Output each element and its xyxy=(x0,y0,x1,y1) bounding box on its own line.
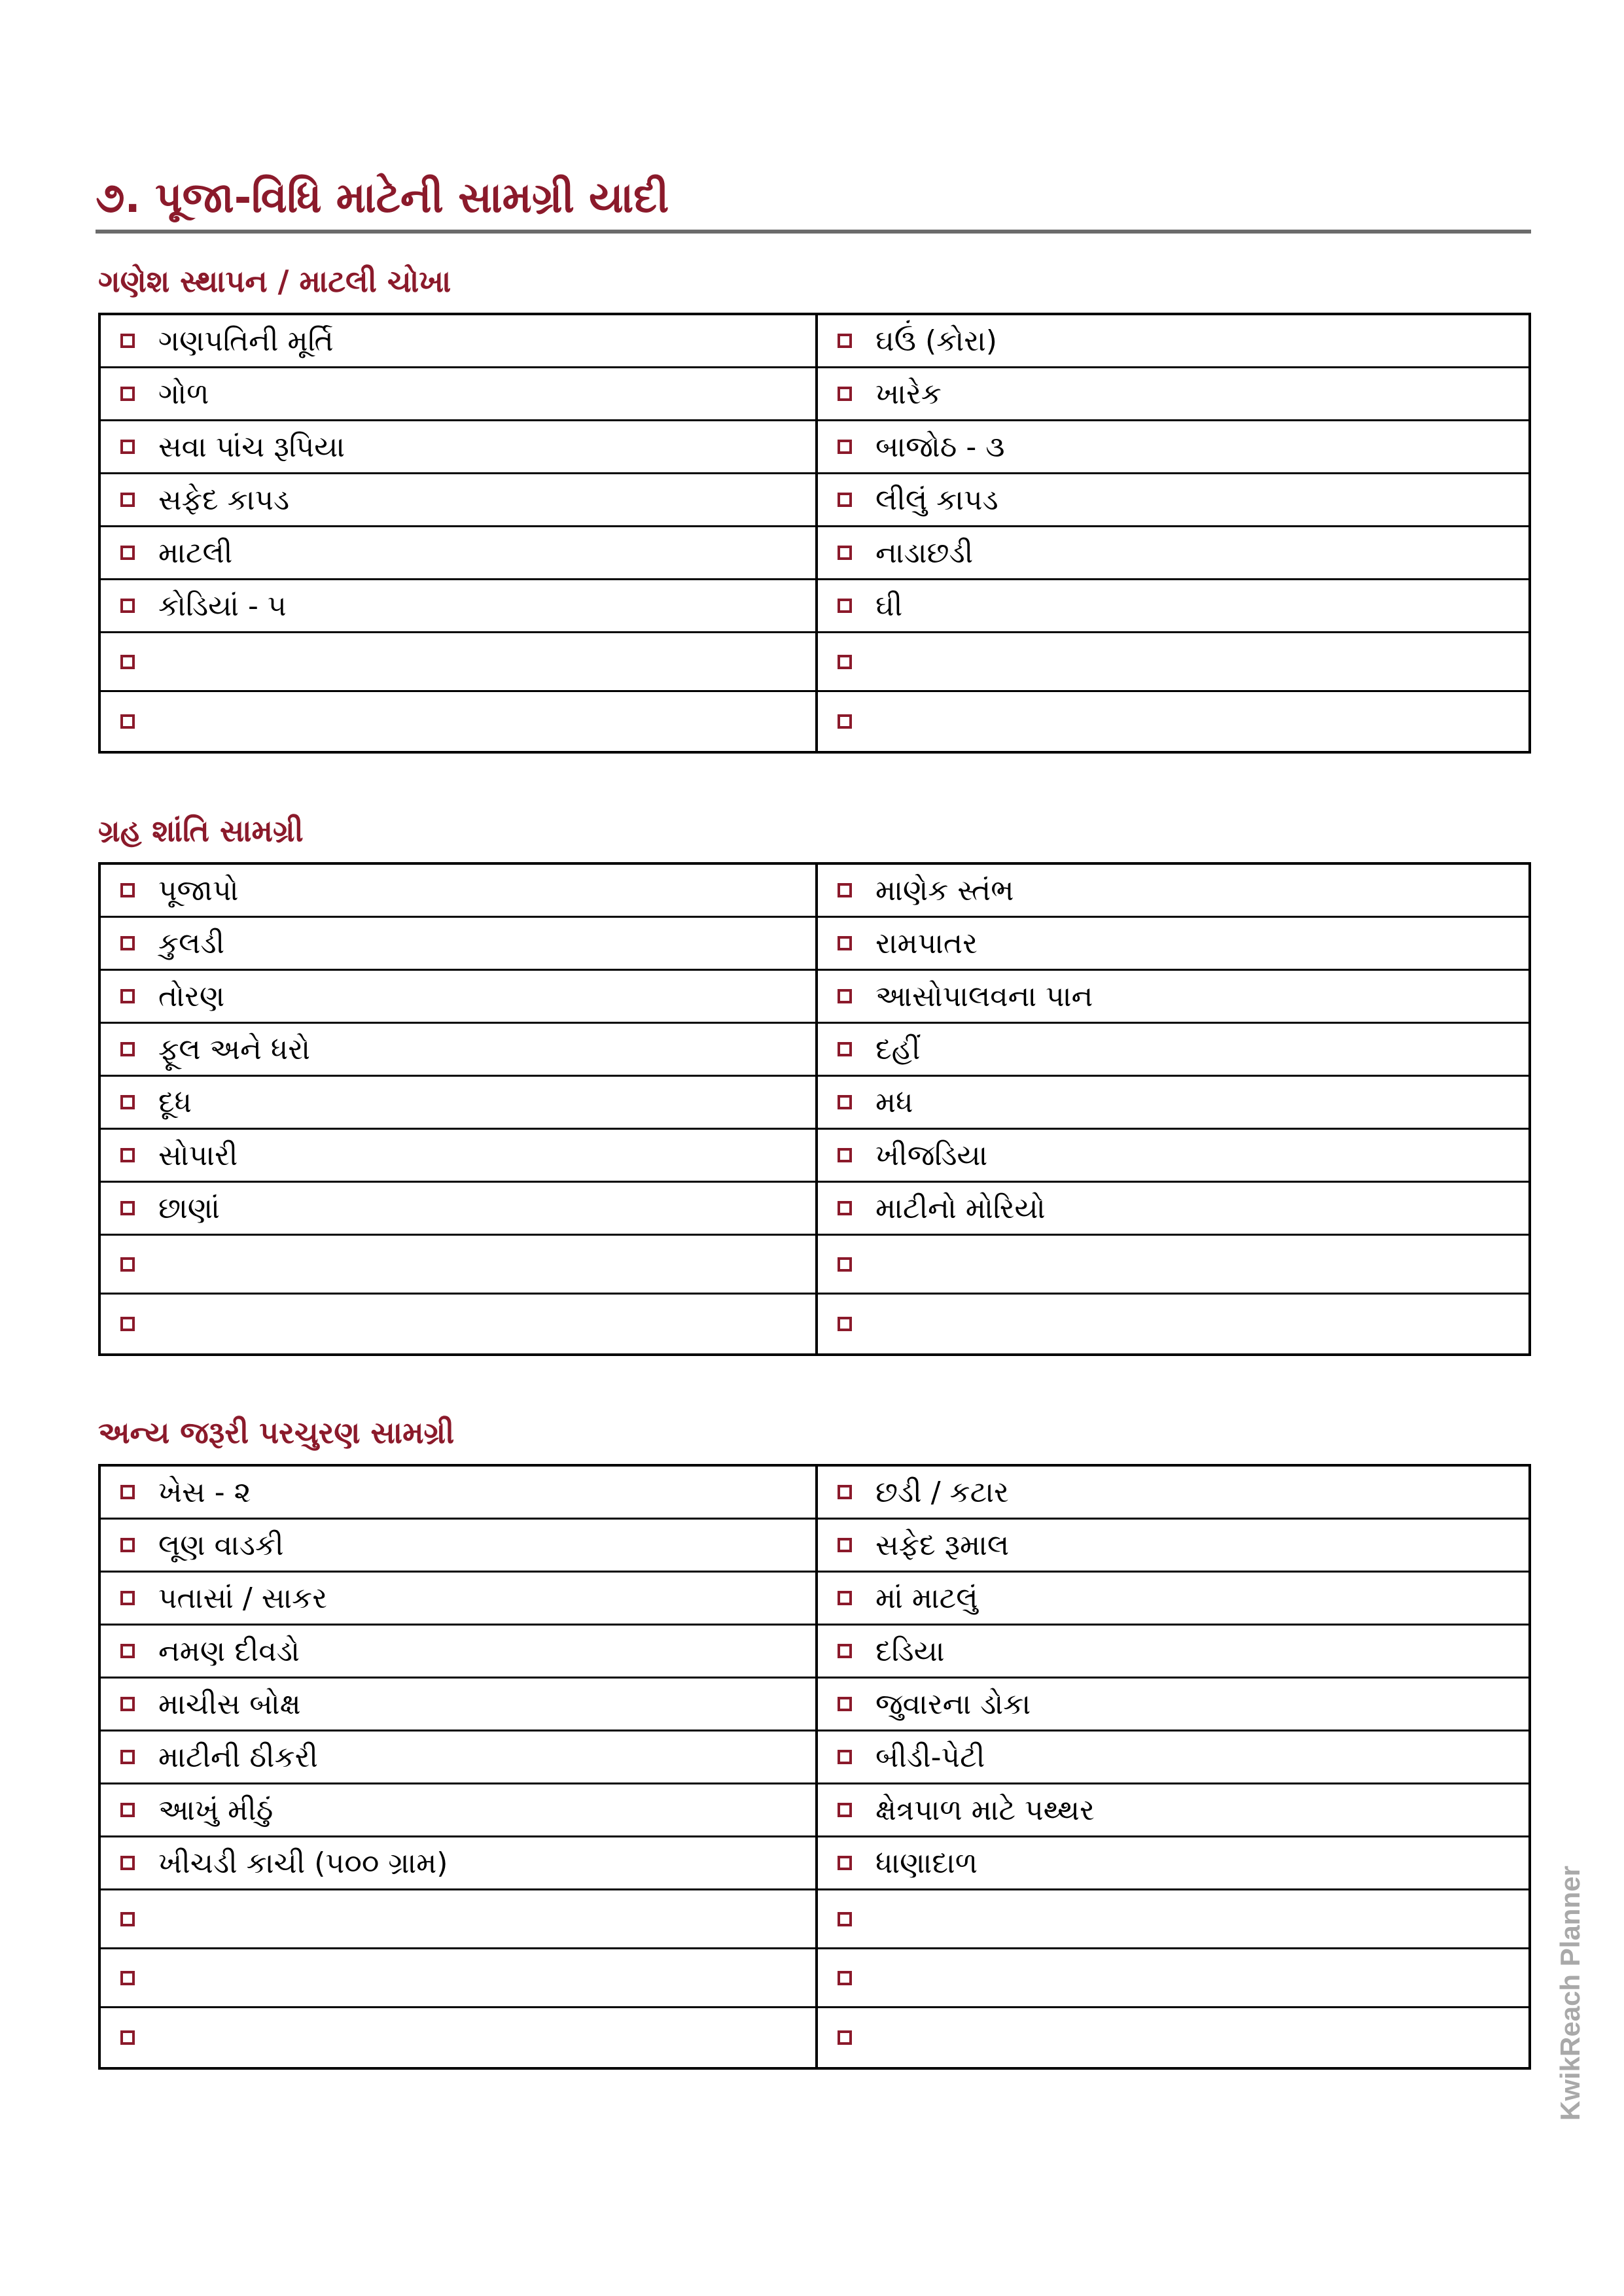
checkbox[interactable] xyxy=(838,989,852,1003)
checklist-item[interactable] xyxy=(818,1949,1528,2008)
checklist-item[interactable] xyxy=(101,1295,818,1353)
checklist-item-label: માણેક સ્તંભ xyxy=(875,873,1014,907)
checklist-item[interactable] xyxy=(818,865,1528,918)
checklist-item-label: ખીજડિયા xyxy=(875,1138,988,1172)
checklist-item[interactable] xyxy=(818,918,1528,971)
checklist-item-label: બાજોઠ - ૩ xyxy=(875,430,1005,464)
checklist-item[interactable] xyxy=(101,580,818,633)
checkbox[interactable] xyxy=(838,936,852,950)
checklist-item[interactable] xyxy=(818,1520,1528,1573)
checkbox[interactable] xyxy=(120,1538,135,1552)
checklist-item-label: માટલી xyxy=(158,536,233,570)
checkbox[interactable] xyxy=(838,1750,852,1764)
checklist-item[interactable] xyxy=(818,1077,1528,1130)
checklist-item-label: કોડિયાં - ૫ xyxy=(158,589,287,623)
checklist-grah-shanti xyxy=(98,862,1531,1356)
checkbox[interactable] xyxy=(838,387,852,401)
checklist-item[interactable] xyxy=(818,1890,1528,1949)
checklist-item-label: લીલું કાપડ xyxy=(875,483,998,517)
checklist-item-label: ગોળ xyxy=(158,377,209,411)
checkbox[interactable] xyxy=(120,387,135,401)
checkbox[interactable] xyxy=(120,599,135,613)
checklist-item-label: આખું મીઠું xyxy=(158,1793,274,1827)
checkbox[interactable] xyxy=(838,1317,852,1331)
checklist-item-label: પૂજાપો xyxy=(158,873,239,907)
checklist-item[interactable] xyxy=(101,1077,818,1130)
checkbox[interactable] xyxy=(120,1257,135,1272)
checklist-item[interactable] xyxy=(101,527,818,580)
checkbox[interactable] xyxy=(838,1644,852,1658)
checkbox[interactable] xyxy=(838,1148,852,1162)
checklist-item[interactable] xyxy=(101,918,818,971)
checklist-item[interactable] xyxy=(101,1130,818,1183)
checkbox[interactable] xyxy=(120,1644,135,1658)
page-title: ૭. પૂજા-વિધિ માટેની સામગ્રી યાદી xyxy=(96,174,669,222)
checkbox[interactable] xyxy=(120,1912,135,1926)
checklist-item[interactable] xyxy=(818,2008,1528,2067)
checkbox[interactable] xyxy=(838,2030,852,2045)
checklist-item-label: ખીચડી કાચી (૫૦૦ ગ્રામ) xyxy=(158,1846,448,1880)
checkbox[interactable] xyxy=(838,599,852,613)
checklist-item[interactable] xyxy=(101,1467,818,1520)
watermark-text: KwikReach Planner xyxy=(1555,1866,1585,2121)
checkbox[interactable] xyxy=(838,546,852,560)
checkbox[interactable] xyxy=(838,1485,852,1499)
checklist-item[interactable] xyxy=(101,315,818,368)
checklist-item-label: નાડાછડી xyxy=(875,536,974,570)
checklist-item[interactable] xyxy=(101,368,818,421)
checklist-item[interactable] xyxy=(101,1573,818,1626)
checklist-item[interactable] xyxy=(818,1679,1528,1731)
checklist-item-label: ઘી xyxy=(875,589,903,623)
checkbox[interactable] xyxy=(838,1971,852,1985)
checklist-item-label: નમણ દીવડો xyxy=(158,1634,300,1668)
checkbox[interactable] xyxy=(838,1257,852,1272)
checkbox[interactable] xyxy=(120,1042,135,1056)
checklist-item-label: માચીસ બોક્ષ xyxy=(158,1687,301,1721)
checklist-item[interactable] xyxy=(101,1679,818,1731)
checklist-item[interactable] xyxy=(818,1784,1528,1837)
checklist-item-label: ખેસ - ૨ xyxy=(158,1475,251,1509)
checkbox[interactable] xyxy=(838,1095,852,1109)
checklist-item-label: સફેદ કાપડ xyxy=(158,483,290,517)
checkbox[interactable] xyxy=(838,440,852,454)
checklist-item-label: છડી / કટાર xyxy=(875,1475,1009,1509)
checklist-ganesh-sthapan xyxy=(98,313,1531,754)
checklist-item[interactable] xyxy=(101,1520,818,1573)
checkbox[interactable] xyxy=(838,1538,852,1552)
section-heading-ganesh-sthapan: ગણેશ સ્થાપન / માટલી ચોખા xyxy=(98,264,451,299)
checkbox[interactable] xyxy=(120,1803,135,1817)
checklist-item-label: મધ xyxy=(875,1085,913,1119)
checklist-item-label: બીડી-પેટી xyxy=(875,1740,985,1774)
checklist-item-label: દડિયા xyxy=(875,1634,945,1668)
checkbox[interactable] xyxy=(838,883,852,897)
checklist-item[interactable] xyxy=(818,527,1528,580)
checklist-item[interactable] xyxy=(101,1949,818,2008)
checklist-item[interactable] xyxy=(101,971,818,1024)
section-heading-anya-samagri: અન્ય જરૂરી પરચુરણ સામગ્રી xyxy=(98,1415,455,1450)
checkbox[interactable] xyxy=(838,1201,852,1215)
checkbox[interactable] xyxy=(838,1912,852,1926)
checklist-item[interactable] xyxy=(818,692,1528,751)
checkbox[interactable] xyxy=(120,1095,135,1109)
checklist-item[interactable] xyxy=(818,1837,1528,1890)
checkbox[interactable] xyxy=(838,1697,852,1711)
checklist-item[interactable] xyxy=(101,1024,818,1077)
checklist-item[interactable] xyxy=(101,1183,818,1236)
checklist-item-label: સોપારી xyxy=(158,1138,238,1172)
checklist-item-label: ઘઉં (કોરા) xyxy=(875,324,997,358)
checklist-item[interactable] xyxy=(101,692,818,751)
checklist-item-label: પતાસાં / સાકર xyxy=(158,1581,327,1615)
checklist-item[interactable] xyxy=(101,865,818,918)
checklist-anya-samagri xyxy=(98,1464,1531,2070)
checkbox[interactable] xyxy=(120,2030,135,2045)
checkbox[interactable] xyxy=(838,655,852,669)
checkbox[interactable] xyxy=(120,1485,135,1499)
checklist-item[interactable] xyxy=(101,421,818,474)
checklist-item-label: તોરણ xyxy=(158,979,225,1013)
checkbox[interactable] xyxy=(120,1201,135,1215)
checkbox[interactable] xyxy=(838,493,852,507)
checkbox[interactable] xyxy=(120,1856,135,1870)
checklist-item[interactable] xyxy=(818,1024,1528,1077)
checklist-item-label: માટીની ઠીકરી xyxy=(158,1740,318,1774)
checkbox[interactable] xyxy=(838,1591,852,1605)
title-divider xyxy=(96,230,1531,234)
checklist-item[interactable] xyxy=(818,1236,1528,1295)
checklist-item-label: આસોપાલવના પાન xyxy=(875,979,1093,1013)
checkbox[interactable] xyxy=(838,1856,852,1870)
checklist-item-label: ફૂલ અને ધરો xyxy=(158,1032,311,1066)
checklist-item-label: દૂધ xyxy=(158,1085,192,1119)
checkbox[interactable] xyxy=(838,714,852,729)
section-heading-grah-shanti: ગ્રહ શાંતિ સામગ્રી xyxy=(98,813,304,848)
checkbox[interactable] xyxy=(120,936,135,950)
checklist-item[interactable] xyxy=(818,1731,1528,1784)
checklist-item[interactable] xyxy=(101,1626,818,1679)
checklist-item[interactable] xyxy=(818,315,1528,368)
checklist-item[interactable] xyxy=(818,633,1528,692)
checklist-item[interactable] xyxy=(818,1626,1528,1679)
checklist-item-label: રામપાતર xyxy=(875,926,978,960)
checklist-item[interactable] xyxy=(101,2008,818,2067)
checklist-item[interactable] xyxy=(818,1573,1528,1626)
checkbox[interactable] xyxy=(120,1697,135,1711)
checkbox[interactable] xyxy=(838,334,852,348)
checklist-item-label: દહીં xyxy=(875,1032,921,1066)
checklist-item-label: લૂણ વાડકી xyxy=(158,1528,284,1562)
checklist-item-label: ગણપતિની મૂર્તિ xyxy=(158,324,334,358)
checkbox[interactable] xyxy=(120,1148,135,1162)
checkbox[interactable] xyxy=(120,1971,135,1985)
checklist-item-label: ક્ષેત્રપાળ માટે પથ્થર xyxy=(875,1793,1095,1827)
checklist-item[interactable] xyxy=(101,633,818,692)
checklist-item[interactable] xyxy=(818,580,1528,633)
checklist-item-label: જુવારના ડોકા xyxy=(875,1687,1031,1721)
checkbox[interactable] xyxy=(120,546,135,560)
checklist-item[interactable] xyxy=(101,1837,818,1890)
checklist-item-label: માં માટલું xyxy=(875,1581,978,1615)
checklist-item[interactable] xyxy=(818,1130,1528,1183)
checkbox[interactable] xyxy=(120,440,135,454)
checkbox[interactable] xyxy=(120,334,135,348)
checkbox[interactable] xyxy=(120,1591,135,1605)
checkbox[interactable] xyxy=(838,1042,852,1056)
checklist-item[interactable] xyxy=(818,1295,1528,1353)
checklist-item[interactable] xyxy=(818,368,1528,421)
checkbox[interactable] xyxy=(120,989,135,1003)
checklist-item-label: ખારેક xyxy=(875,377,942,411)
checklist-item-label: કુલડી xyxy=(158,926,225,960)
checklist-item[interactable] xyxy=(818,421,1528,474)
checklist-item[interactable] xyxy=(101,1236,818,1295)
checklist-item-label: છાણાં xyxy=(158,1191,220,1225)
checklist-item[interactable] xyxy=(818,1183,1528,1236)
checklist-item[interactable] xyxy=(818,1467,1528,1520)
checklist-item[interactable] xyxy=(818,474,1528,527)
checkbox[interactable] xyxy=(120,883,135,897)
checklist-item[interactable] xyxy=(101,474,818,527)
checkbox[interactable] xyxy=(120,714,135,729)
checklist-item[interactable] xyxy=(101,1890,818,1949)
checkbox[interactable] xyxy=(120,1317,135,1331)
checkbox[interactable] xyxy=(838,1803,852,1817)
checklist-item[interactable] xyxy=(101,1784,818,1837)
checkbox[interactable] xyxy=(120,1750,135,1764)
checkbox[interactable] xyxy=(120,493,135,507)
checklist-item-label: સવા પાંચ રૂપિયા xyxy=(158,430,345,464)
checkbox[interactable] xyxy=(120,655,135,669)
checklist-item[interactable] xyxy=(101,1731,818,1784)
checklist-item-label: માટીનો મોરિયો xyxy=(875,1191,1046,1225)
checklist-item[interactable] xyxy=(818,971,1528,1024)
checklist-item-label: સફેદ રૂમાલ xyxy=(875,1528,1010,1562)
checklist-item-label: ધાણાદાળ xyxy=(875,1846,978,1880)
